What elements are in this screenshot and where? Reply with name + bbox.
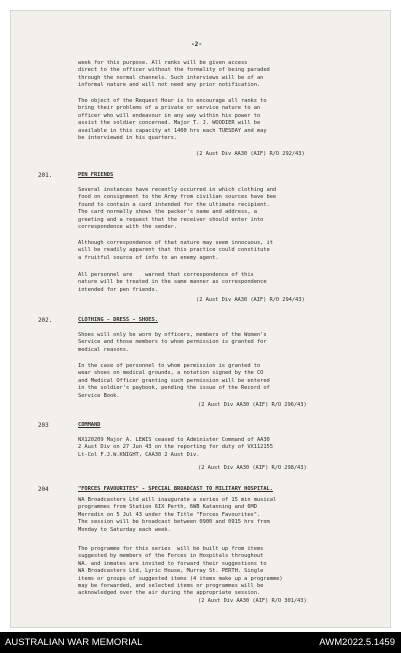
- text-line: will be readily apparent that this practice could constitute: [78, 247, 270, 254]
- text-line: WA Broadcasters Ltd will inaugurate a series of 15 min musical: [78, 497, 277, 503]
- text-line: intended for pen friends.: [78, 286, 158, 293]
- text-line: be interviewed in his quarters.: [78, 135, 178, 142]
- text-line: Service Book.: [78, 392, 120, 399]
- text-line: acknowledged over the air during the appropriate session.: [78, 590, 261, 597]
- record-id: AWM2022.5.1459: [319, 637, 395, 648]
- text-line: Several instances have recently occurred in which clothing and: [78, 187, 277, 193]
- order-reference: (2 Aust Div AA30 (AIF) R/O 298/43): [198, 465, 307, 471]
- text-line: programmes from Station 6IX Perth, 6WB Katanning and 6MD: [78, 504, 257, 511]
- text-line: Merredin on 5 Jul 43 under the Title "Forces Favourites".: [78, 511, 261, 518]
- section-paragraph: [78, 363, 270, 400]
- section-paragraph: [78, 187, 276, 231]
- text-line: greeting and a request that the receiver should enter into: [78, 216, 264, 223]
- order-reference: (2 Aust Div AA30 (AIF) R/O 296/43): [198, 402, 307, 408]
- section-number: 203: [38, 422, 49, 429]
- text-line: informal nature and will not need any prior notification.: [78, 82, 261, 89]
- order-reference: (2 Aust Div AA30 (AIF) R/O 292/43): [196, 151, 305, 157]
- text-line: The card normally shows the packer's name and address, a: [78, 209, 257, 216]
- section-heading: COMMAND: [78, 422, 101, 428]
- section-paragraph: [78, 497, 276, 534]
- text-line: WA Broadcasters Ltd, Lyric House, Murray St. PERTH. Single: [78, 568, 264, 575]
- text-line: In the case of personnel to whom permission is granted to: [78, 363, 261, 369]
- section-number: 202.: [38, 317, 53, 324]
- text-line: assist the soldier concerned. Major T. J. WOODIER will be: [78, 120, 261, 127]
- section-heading: "FORCES FAVOURITES" - SPECIAL BROADCAST TO MILITARY HOSPITAL.: [78, 486, 273, 492]
- text-line: All personnel are warned that correspondence of this: [78, 272, 254, 278]
- section-number: 201.: [38, 172, 53, 179]
- intro-paragraph-1: [78, 60, 270, 90]
- text-line: direct to the officer without the formality of being paraded: [78, 67, 270, 74]
- footer-bar: [0, 632, 401, 653]
- section-paragraph: [78, 437, 273, 459]
- section-paragraph: [78, 546, 283, 598]
- section-heading: CLOTHING - DRESS - SHOES.: [78, 317, 158, 323]
- text-line: correspondence with the sender.: [78, 224, 178, 231]
- section-heading: PEN FRIENDS: [78, 172, 114, 178]
- section-paragraph: [78, 272, 267, 294]
- text-line: Shoes will only be worn by officers, members of the Women's: [78, 332, 267, 338]
- order-reference: (2 Aust Div AA30 (AIF) R/O 301/43): [198, 598, 307, 604]
- text-line: 2 Aust Div on 27 Jun 43 on the reporting for duty of VX112155: [78, 444, 273, 451]
- page-number: -2-: [191, 41, 203, 48]
- text-line: in the soldier's paybook, pending the issue of the Record of: [78, 385, 270, 392]
- text-line: suggested by members of the Forces in Hospitals throughout: [78, 553, 264, 560]
- text-line: Although correspondence of that nature may seem innocuous, it: [78, 240, 273, 246]
- text-line: Monday to Saturday each week.: [78, 526, 171, 533]
- institution-name: AUSTRALIAN WAR MEMORIAL: [5, 637, 143, 648]
- text-line: The programme for this series will be built up from items: [78, 546, 264, 552]
- text-line: The object of the Request Hour is to encourage all ranks to: [78, 98, 267, 104]
- text-line: Service and those members to whom permission is granted for: [78, 339, 267, 346]
- text-line: NX120209 Major A. LEWIS ceased to Administer Command of AA30: [78, 437, 270, 443]
- text-line: available in this capacity at 1400 hrs each TUESDAY and may: [78, 127, 267, 134]
- intro-paragraph-2: [78, 98, 267, 142]
- text-line: items or groups of suggested items (4 items make up a programme): [78, 575, 283, 582]
- text-line: WA. and inmates are invited to forward their suggestions to: [78, 560, 267, 567]
- text-line: medical reasons.: [78, 346, 130, 353]
- text-line: through the normal channels. Such interviews will be of an: [78, 74, 264, 81]
- text-line: officer who will endeavour in any way within his power to: [78, 112, 261, 119]
- text-line: Lt-Col F.J.W.KNIGHT, CAA30 2 Aust Div.: [78, 451, 200, 458]
- text-line: may be forwarded, and selected items or programmes will be: [78, 583, 264, 590]
- text-line: nature will be treated in the same manner as correspondence: [78, 279, 267, 286]
- text-line: week for this purpose. All ranks will be given access: [78, 60, 248, 66]
- section-number: 204: [38, 486, 49, 493]
- text-line: and Medical Officer granting such permission will be entered: [78, 377, 270, 384]
- text-line: a fruitful source of info to an enemy agent.: [78, 254, 219, 261]
- order-reference: (2 Aust Div AA30 (AIF) R/O 294/43): [196, 297, 305, 303]
- section-paragraph: [78, 240, 273, 262]
- text-line: found to contain a card intended for the ultimate recipient.: [78, 201, 270, 208]
- text-line: The session will be broadcast between 0900 and 0915 hrs from: [78, 519, 270, 526]
- text-line: food on consignment to the Army from civilian sources have bee: [78, 194, 277, 201]
- text-line: wear shoes on medical grounds, a notation signed by the CO: [78, 370, 264, 377]
- section-paragraph: [78, 332, 267, 354]
- text-line: bring their problems of a private or service nature to an: [78, 105, 261, 112]
